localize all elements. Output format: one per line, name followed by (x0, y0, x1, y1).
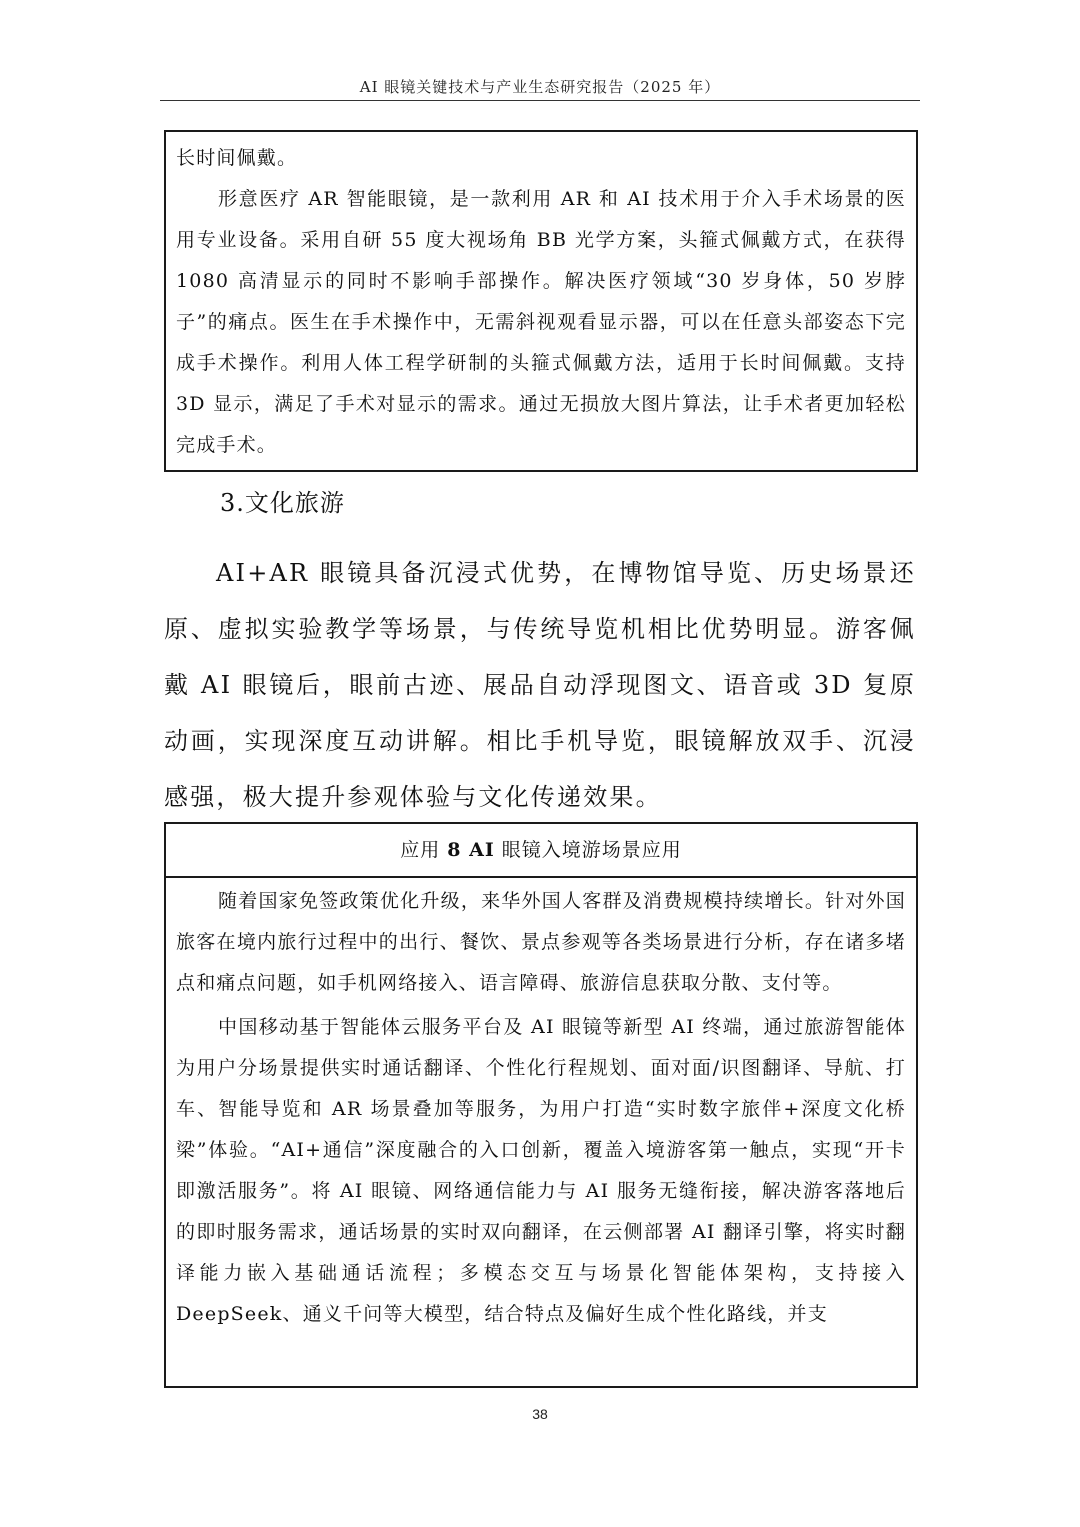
case-box-title (166, 824, 916, 878)
case-box-continuation: 长时间佩戴。 (176, 147, 298, 169)
case-box-medical (164, 130, 918, 472)
case-box-title-number: 8 AI (447, 839, 495, 861)
case-box-inbound-tourism (164, 822, 918, 1388)
body-paragraph: AI+AR 眼镜具备沉浸式优势，在博物馆导览、历史场景还原、虚拟实验教学等场景，与传统导览机相比优势明显。游客佩戴 AI 眼镜后，眼前古迹、展品自动浮现图文、语音或 3D 复原动画，实现深度互动讲解。相比手机导览，眼镜解放双手、沉浸感强，极大提升参观体验与文化传递效果。 (164, 559, 916, 811)
case-box-paragraph: 随着国家免签政策优化升级，来华外国人客群及消费规模持续增长。针对外国旅客在境内旅行过程中的出行、餐饮、景点参观等各类场景进行分析，存在诸多堵点和痛点问题，如手机网络接入、语言障碍、旅游信息获取分散、支付等。 (176, 890, 906, 994)
case-box-title-suffix: 眼镜入境游场景应用 (501, 839, 682, 861)
case-box-title-prefix: 应用 (400, 839, 441, 861)
page-number: 38 (532, 1406, 548, 1422)
section-heading: 3.文化旅游 (220, 489, 345, 517)
case-box-paragraph: 形意医疗 AR 智能眼镜，是一款利用 AR 和 AI 技术用于介入手术场景的医用专业设备。采用自研 55 度大视场角 BB 光学方案，头箍式佩戴方式，在获得 1080 高清显示的同时不影响手部操作。解决医疗领域“30 岁身体，50 岁脖子”的痛点。医生在手术操作中，无需斜视观看显示器，可以在任意头部姿态下完成手术操作。利用人体工程学研制的头箍式佩戴方法，适用于长时间佩戴。支持 3D 显示，满足了手术对显示的需求。通过无损放大图片算法，让手术者更加轻松完成手术。 (176, 188, 906, 456)
case-box-paragraph: 中国移动基于智能体云服务平台及 AI 眼镜等新型 AI 终端，通过旅游智能体为用户分场景提供实时通话翻译、个性化行程规划、面对面/识图翻译、导航、打车、智能导览和 AR 场景叠加等服务，为用户打造“实时数字旅伴+深度文化桥梁”体验。“AI+通信”深度融合的入口创新，覆盖入境游客第一触点，实现“开卡即激活服务”。将 AI 眼镜、网络通信能力与 AI 服务无缝衔接，解决游客落地后的即时服务需求，通话场景的实时双向翻译，在云侧部署 AI 翻译引擎，将实时翻译能力嵌入基础通话流程；多模态交互与场景化智能体架构，支持接入 DeepSeek、通义千问等大模型，结合特点及偏好生成个性化路线，并支 (176, 1016, 906, 1325)
case-box-body (166, 878, 916, 1335)
running-header: AI 眼镜关键技术与产业生态研究报告（2025 年） (359, 78, 721, 96)
header-rule (160, 100, 920, 101)
